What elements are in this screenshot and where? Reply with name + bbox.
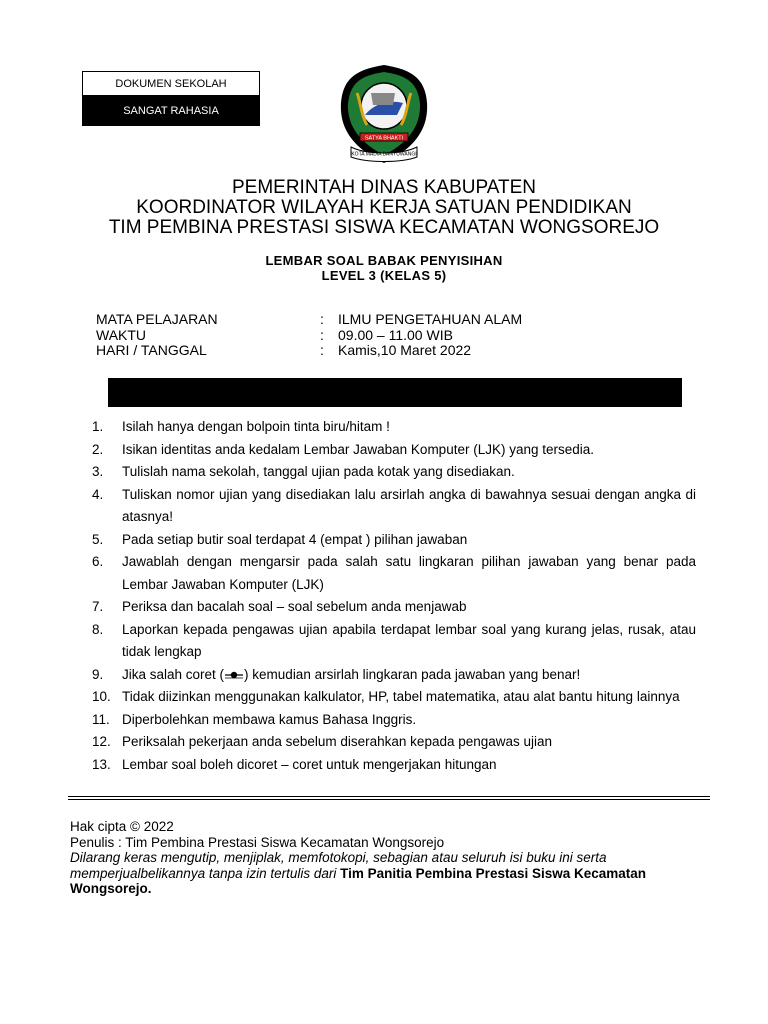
copyright-footer [70, 819, 690, 897]
info-value: Kamis,10 Maret 2022 [338, 342, 472, 358]
info-value: 09.00 – 11.00 WIB [338, 326, 453, 343]
logo-motto-text: KOTA MADIA BANYUWANGI [351, 151, 417, 158]
list-item [92, 461, 696, 484]
info-colon: : [320, 326, 324, 343]
item-number: 9. [92, 666, 104, 682]
list-item [92, 596, 696, 619]
item-text: Tuliskan nomor ujian yang disediakan lalu arsirlah angka di bawahnya sesuai dengan angka di atasnya! [122, 486, 696, 524]
warning-organization: Tim Panitia Pembina Prestasi Siswa Kecamatan Wongsorejo. [70, 865, 647, 896]
list-item [92, 664, 696, 687]
logo-banner-text: SATYA BHAKTI [364, 135, 404, 142]
instructions-header-bar [108, 378, 682, 407]
list-item [92, 686, 696, 709]
list-item [92, 439, 696, 462]
info-value: ILMU PENGETAHUAN ALAM [338, 311, 523, 327]
header-line-1: PEMERINTAH DINAS KABUPATEN [231, 177, 537, 198]
item-number: 6. [92, 554, 104, 569]
info-row [96, 328, 522, 344]
item-text: Pada setiap butir soal terdapat 4 (empat ) pilihan jawaban [122, 531, 468, 547]
regency-emblem-logo [337, 63, 431, 166]
item-number: 13. [92, 756, 111, 772]
info-label: HARI / TANGGAL [96, 342, 207, 358]
copyright-notice: Hak cipta © 2022 [70, 819, 174, 834]
item-number: 8. [92, 621, 104, 637]
item-text: Tidak diizinkan menggunakan kalkulator, HP, tabel matematika, atau alat bantu hitung lainnya [122, 689, 680, 704]
item-number: 11. [92, 711, 110, 727]
list-item [92, 551, 696, 596]
strikeout-mark-icon [224, 670, 244, 680]
list-item [92, 619, 696, 664]
item-number: 2. [92, 441, 104, 457]
author-credit: Penulis : Tim Pembina Prestasi Siswa Kecamatan Wongsorejo [70, 834, 445, 850]
copyright-warning [70, 850, 690, 897]
item-number: 12. [92, 734, 111, 749]
list-item [92, 709, 696, 732]
item-text: Diperbolehkan membawa kamus Bahasa Inggris. [122, 711, 417, 727]
item-text-part: ) kemudian arsirlah lingkaran pada jawaban yang benar! [244, 666, 581, 682]
info-label: WAKTU [96, 326, 147, 343]
item-text: Periksa dan bacalah soal – soal sebelum anda menjawab [122, 599, 467, 614]
list-item [92, 529, 696, 552]
warning-text: Dilarang keras mengutip, menjiplak, memfotokopi, sebagian atau seluruh isi buku ini serta memperjualbelikannya tanpa izin tertulis dari [70, 850, 607, 881]
item-number: 3. [92, 464, 104, 479]
item-number: 5. [92, 531, 104, 547]
item-text: Isilah hanya dengan bolpoin tinta biru/hitam ! [122, 419, 390, 434]
sheet-title: LEMBAR SOAL BABAK PENYISIHAN [265, 253, 503, 268]
item-text: Jawablah dengan mengarsir pada salah satu lingkaran pilihan jawaban yang benar pada Lembar Jawaban Komputer (LJK) [122, 554, 696, 592]
header-line-3: TIM PEMBINA PRESTASI SISWA KECAMATAN WONGSOREJO [108, 217, 660, 238]
item-number: 4. [92, 486, 104, 502]
instructions-list [92, 416, 696, 776]
info-colon: : [320, 342, 324, 358]
item-number: 7. [92, 599, 104, 614]
info-row [96, 343, 522, 359]
list-item [92, 416, 696, 439]
list-item [92, 731, 696, 754]
info-colon: : [320, 311, 324, 327]
item-text: Periksalah pekerjaan anda sebelum diserahkan kepada pengawas ujian [122, 734, 553, 749]
document-classification-badge [82, 71, 260, 126]
list-item [92, 484, 696, 529]
item-number: 1. [92, 419, 104, 434]
sheet-level: LEVEL 3 (KELAS 5) [321, 268, 447, 283]
item-text: Lembar soal boleh dicoret – coret untuk mengerjakan hitungan [122, 756, 497, 772]
item-text-part: Jika salah coret ( [122, 666, 225, 682]
list-item [92, 754, 696, 777]
badge-top-label: DOKUMEN SEKOLAH [83, 72, 259, 96]
divider-line [68, 796, 710, 797]
item-text: Tulislah nama sekolah, tanggal ujian pada kotak yang disediakan. [122, 464, 515, 479]
info-row [96, 312, 522, 328]
header-line-2: KOORDINATOR WILAYAH KERJA SATUAN PENDIDIKAN [136, 197, 632, 218]
item-number: 10. [92, 689, 111, 704]
info-label: MATA PELAJARAN [96, 311, 218, 327]
item-text [122, 664, 696, 687]
divider-line [68, 799, 710, 800]
item-text: Isikan identitas anda kedalam Lembar Jawaban Komputer (LJK) yang tersedia. [122, 441, 595, 457]
exam-info-table [96, 312, 522, 359]
badge-bottom-label: SANGAT RAHASIA [83, 96, 259, 126]
item-text: Laporkan kepada pengawas ujian apabila terdapat lembar soal yang kurang jelas, rusak, atau tidak lengkap [122, 621, 696, 659]
